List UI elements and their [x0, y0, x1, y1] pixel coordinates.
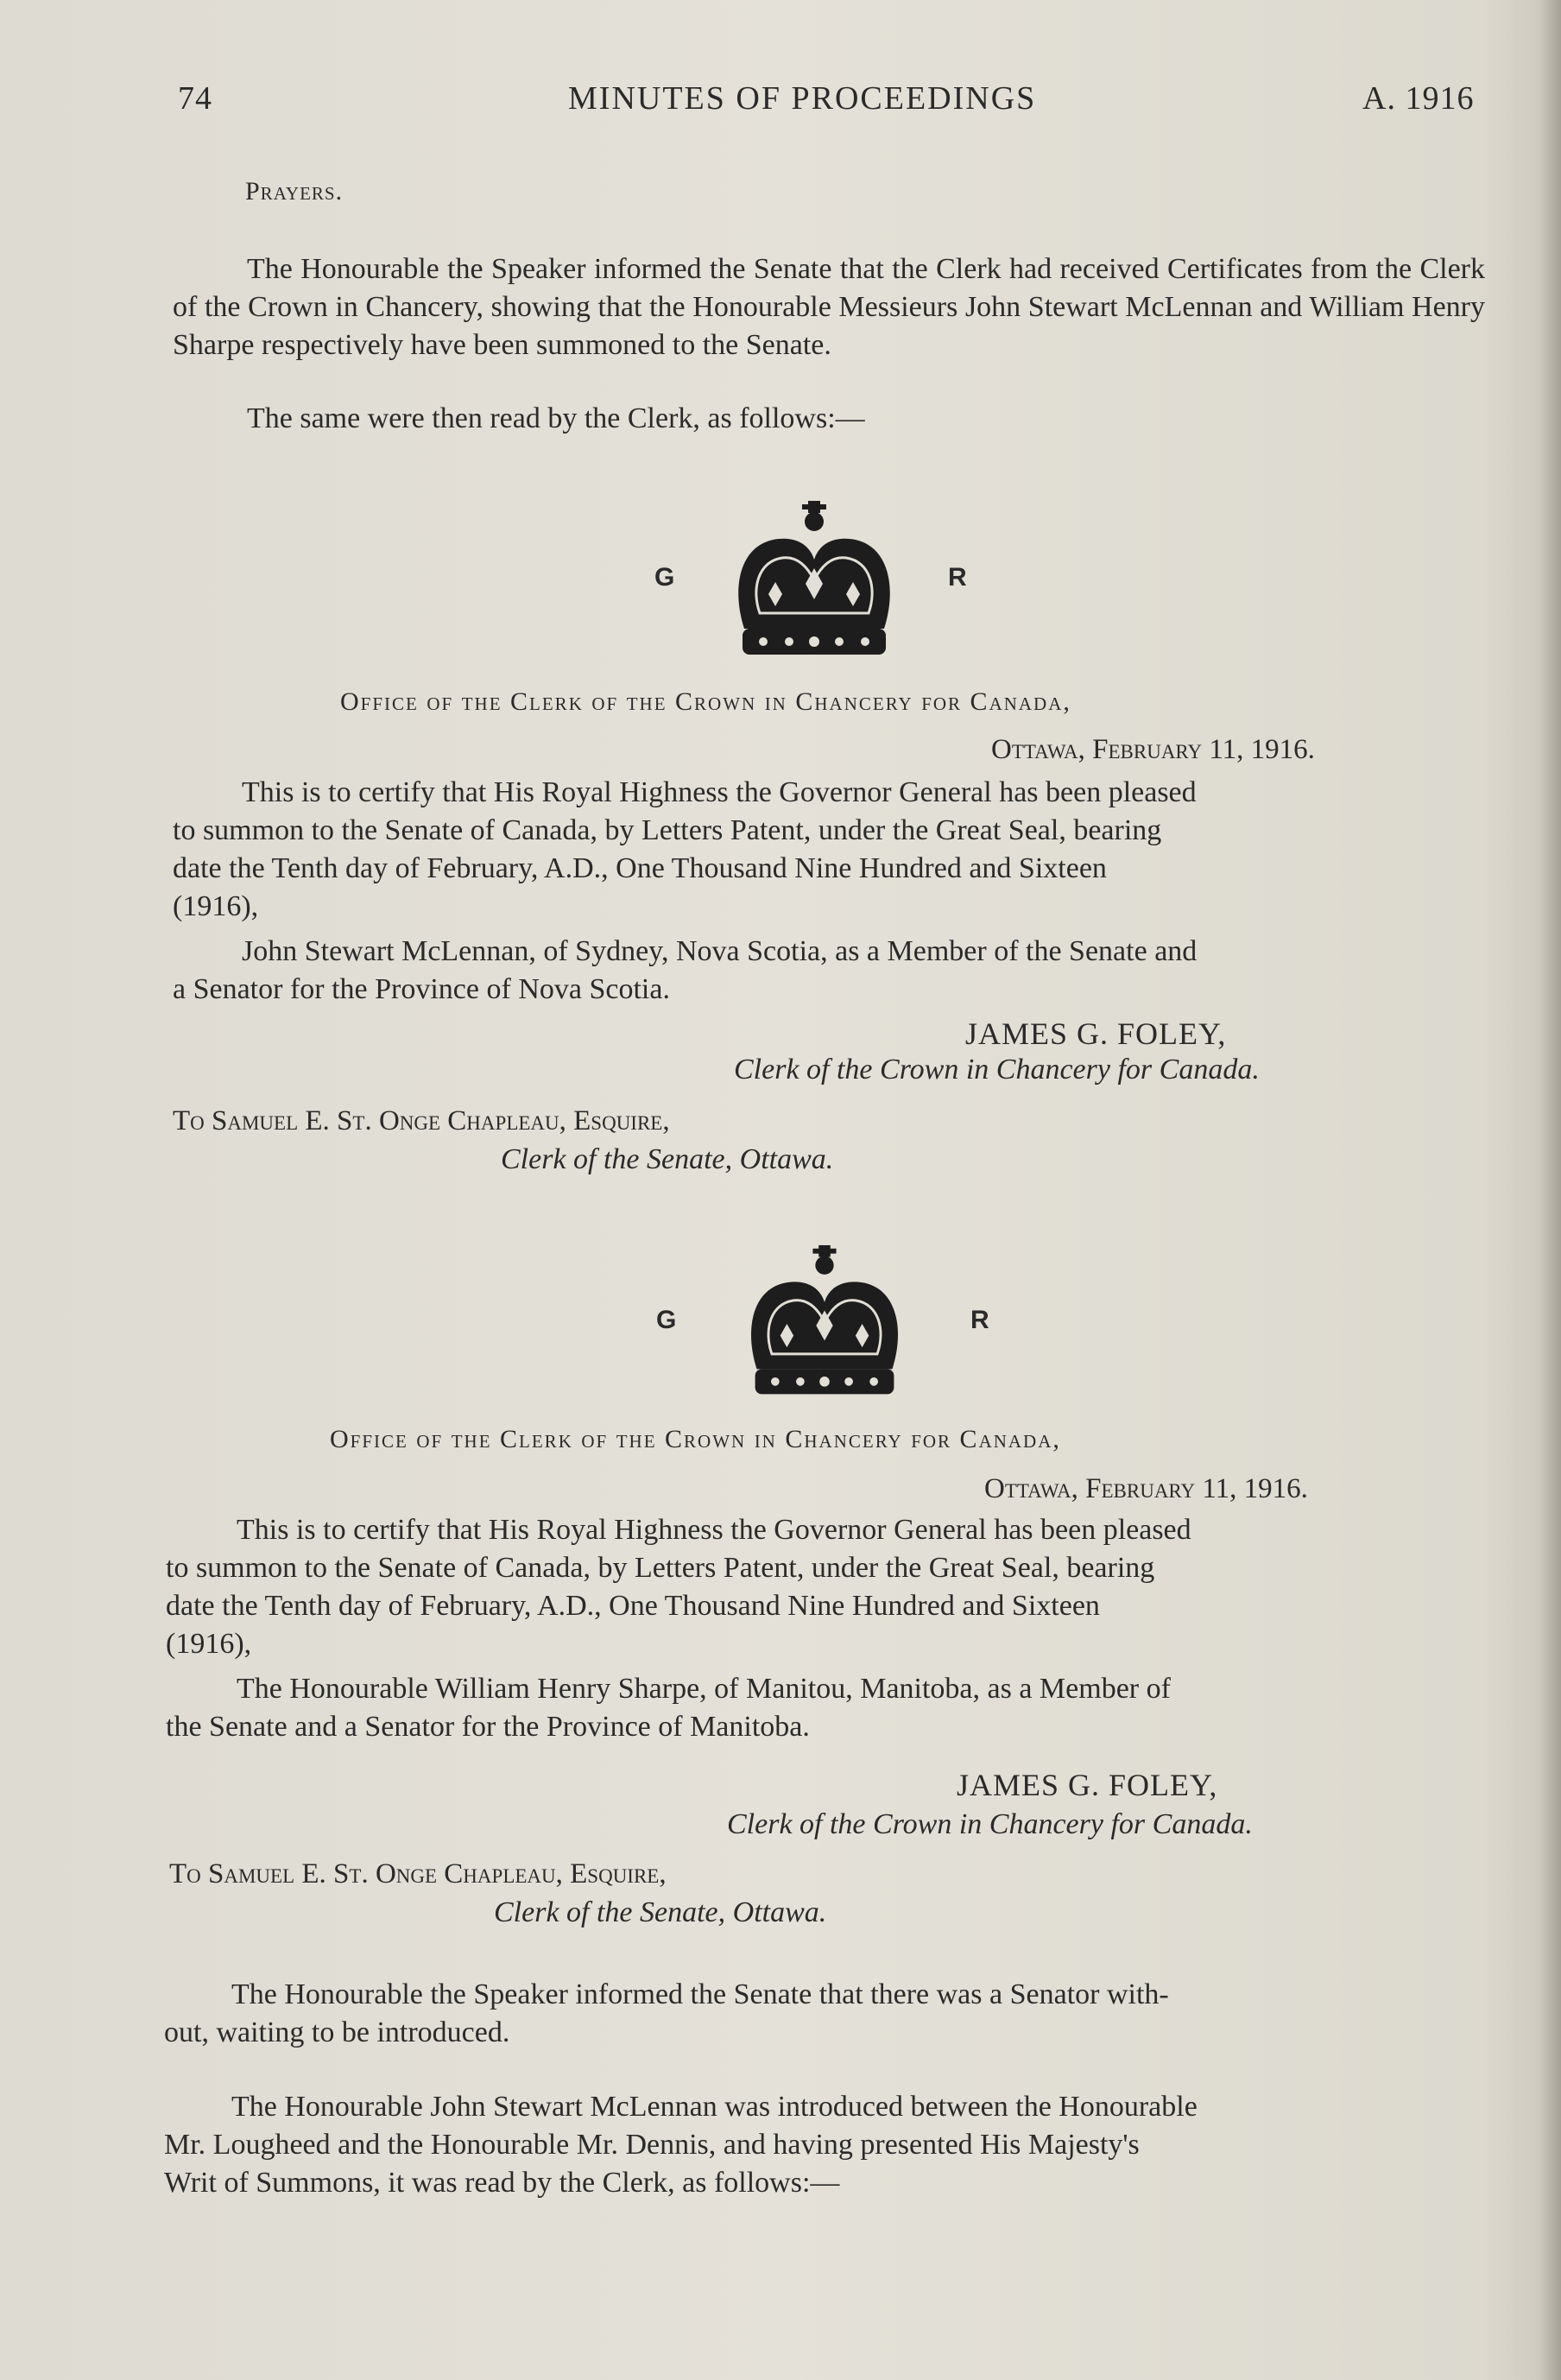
body-line: date the Tenth day of February, A.D., One Thousand Nine Hundred and Sixteen	[166, 1590, 1100, 1622]
addressee-title: Clerk of the Senate, Ottawa.	[494, 1896, 827, 1928]
body-line: date the Tenth day of February, A.D., One Thousand Nine Hundred and Sixteen	[173, 852, 1107, 884]
office-heading: Office of the Clerk of the Crown in Chancery for Canada,	[330, 1425, 1061, 1453]
senator-without-paragraph	[164, 1976, 1169, 2052]
page-number: 74	[178, 80, 212, 117]
body-line: (1916),	[166, 1628, 252, 1660]
running-title: MINUTES OF PROCEEDINGS	[568, 80, 1037, 117]
paragraph-line: The Honourable the Speaker informed the Senate that there was a Senator with-	[231, 1978, 1169, 2010]
appointee-line: the Senate and a Senator for the Province of Manitoba.	[166, 1711, 810, 1743]
intro-paragraph: The Honourable the Speaker informed the Senate that the Clerk had received Certificates from the Clerk of the Crown in Chancery, showing that the Honourable Messieurs John Stewart McLennan and William Henry Sharpe respectively have been summoned to the Senate.	[173, 253, 1485, 361]
body-line: This is to certify that His Royal Highness the Governor General has been pleased	[237, 1514, 1191, 1546]
cipher-g: G	[656, 1306, 677, 1334]
appointee-line: John Stewart McLennan, of Sydney, Nova Scotia, as a Member of the Senate and	[242, 935, 1198, 967]
paragraph-line: Writ of Summons, it was read by the Clerk, as follows:—	[164, 2167, 840, 2199]
paragraph-line: Mr. Lougheed and the Honourable Mr. Dennis, and having presented His Majesty's	[164, 2129, 1140, 2161]
addressee: To Samuel E. St. Onge Chapleau, Esquire,	[169, 1858, 667, 1889]
crown-icon	[725, 499, 903, 665]
addressee: To Samuel E. St. Onge Chapleau, Esquire,	[173, 1105, 670, 1136]
body-line: This is to certify that His Royal Highness the Governor General has been pleased	[242, 776, 1197, 808]
paragraph-line: The Honourable John Stewart McLennan was introduced between the Honourable	[231, 2091, 1198, 2123]
body-line: (1916),	[173, 890, 259, 922]
signatory-name: JAMES G. FOLEY,	[965, 1016, 1227, 1051]
appointee-line: The Honourable William Henry Sharpe, of Manitou, Manitoba, as a Member of	[237, 1673, 1171, 1705]
dateline	[991, 734, 1315, 766]
cipher-g: G	[654, 563, 675, 592]
dateline-text: Ottawa, February 11, 1916.	[991, 734, 1315, 765]
dateline-text: Ottawa, February 11, 1916.	[984, 1473, 1308, 1504]
page-edge-shadow	[1539, 0, 1561, 2380]
body-line: to summon to the Senate of Canada, by Letters Patent, under the Great Seal, bearing	[166, 1552, 1155, 1584]
cipher-r: R	[970, 1306, 989, 1334]
certificate-body	[166, 1511, 1191, 1663]
signatory-title: Clerk of the Crown in Chancery for Canada.	[727, 1808, 1253, 1840]
intro-read-line: The same were then read by the Clerk, as follows:—	[247, 402, 865, 434]
prayers-heading: Prayers.	[245, 177, 344, 206]
crown-icon	[736, 1244, 913, 1404]
addressee-title: Clerk of the Senate, Ottawa.	[501, 1143, 834, 1175]
body-line: to summon to the Senate of Canada, by Letters Patent, under the Great Seal, bearing	[173, 814, 1162, 846]
appointee-line: a Senator for the Province of Nova Scotia.	[173, 973, 670, 1005]
introduction-paragraph	[164, 2088, 1198, 2202]
dateline	[984, 1473, 1308, 1505]
certificate-body	[173, 774, 1197, 926]
signatory-name: JAMES G. FOLEY,	[957, 1768, 1218, 1802]
cipher-r: R	[948, 563, 967, 592]
signatory-title: Clerk of the Crown in Chancery for Canada.	[734, 1054, 1260, 1086]
appointee-paragraph	[173, 933, 1197, 1009]
paragraph-line: out, waiting to be introduced.	[164, 2016, 510, 2048]
office-heading: Office of the Clerk of the Crown in Chancery for Canada,	[340, 687, 1071, 716]
appointee-paragraph	[166, 1670, 1171, 1746]
session-year: A. 1916	[1362, 80, 1475, 117]
